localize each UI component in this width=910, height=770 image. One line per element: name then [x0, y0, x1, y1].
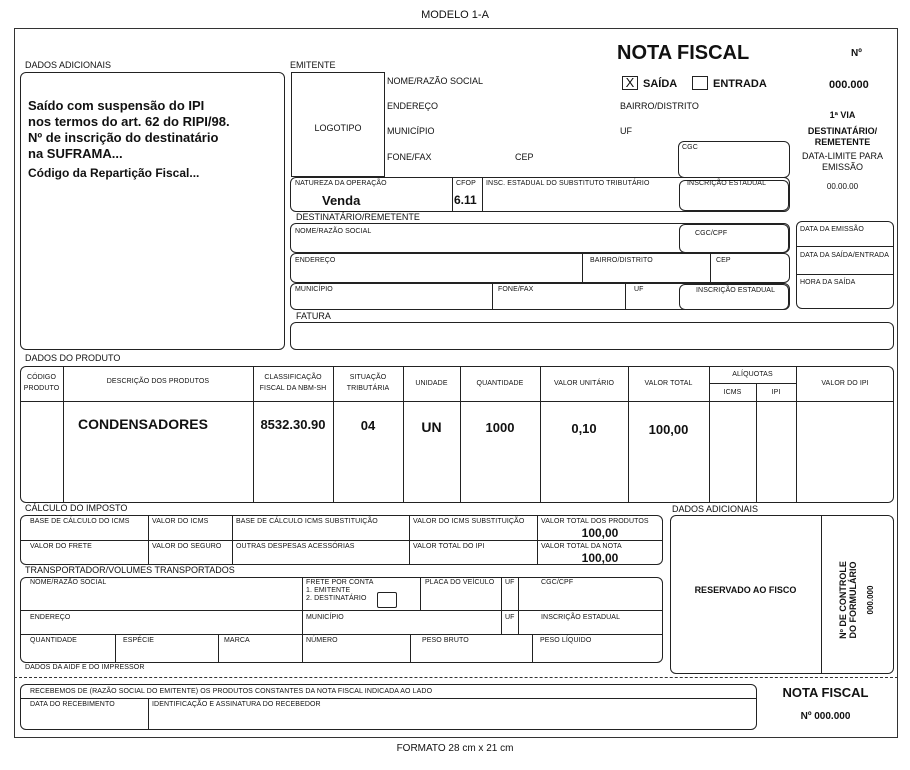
via-label: 1ª VIA [829, 110, 856, 120]
cfop-value: 6.11 [454, 193, 477, 207]
transp-placa-label: PLACA DO VEÍCULO [425, 579, 495, 586]
transp-municipio-label: MUNICÍPIO [306, 614, 344, 621]
dest-rem-line-1: DESTINATÁRIO/ [807, 126, 878, 136]
transp-r3-col-4 [410, 634, 411, 663]
dest-uf-label: UF [634, 286, 644, 293]
datas-divider-1 [796, 246, 894, 247]
reservado-fisco-label: RESERVADO AO FISCO [694, 585, 797, 595]
col-valor-unit-header: VALOR UNITÁRIO [553, 380, 614, 387]
prod-col-9 [756, 383, 757, 503]
transp-peso-liquido-label: PESO LÍQUIDO [540, 637, 592, 644]
produto-valor-total: 100,00 [648, 422, 689, 437]
data-saida-label: DATA DA SAÍDA/ENTRADA [800, 252, 889, 259]
data-limite-line-2: EMISSÃO [821, 162, 863, 172]
transp-r2-col-2 [501, 610, 502, 634]
col-sit-line-2: TRIBUTÁRIA [346, 385, 390, 392]
dest-insc-label: INSCRIÇÃO ESTADUAL [696, 287, 776, 294]
dest-end-divider-1 [582, 253, 583, 283]
dados-adicionais-bottom-label: DADOS ADICIONAIS [672, 504, 759, 514]
calc-col-3 [409, 515, 410, 565]
calc-total-ipi-label: VALOR TOTAL DO IPI [413, 543, 485, 550]
produto-quantidade: 1000 [485, 420, 515, 435]
dados-adicionais-line-3: Nº de inscrição do destinatário [28, 130, 219, 145]
controle-line-1: Nº DE CONTROLE [838, 561, 848, 639]
insc-estadual-label: INSCRIÇÃO ESTADUAL [687, 180, 767, 187]
transp-row-divider-1 [20, 610, 663, 611]
transp-r3-col-5 [532, 634, 533, 663]
saida-mark: X [625, 75, 635, 90]
cfop-label: CFOP [456, 180, 476, 187]
emitente-nome-label: NOME/RAZÃO SOCIAL [387, 76, 484, 86]
transp-endereco-label: ENDEREÇO [30, 614, 71, 621]
transp-r2-col-3 [518, 610, 519, 634]
produto-label: DADOS DO PRODUTO [25, 353, 121, 363]
dest-cgc-label: CGC/CPF [695, 230, 728, 237]
dados-adicionais-line-1: Saído com suspensão do IPI [28, 98, 205, 113]
calc-frete-label: VALOR DO FRETE [30, 543, 92, 550]
col-class-line-1: CLASSIFICAÇÃO [264, 374, 322, 381]
calc-total-produtos-label: VALOR TOTAL DOS PRODUTOS [541, 518, 649, 525]
data-limite-valor: 00.00.00 [826, 182, 859, 191]
col-codigo-line-1: CÓDIGO [27, 374, 56, 381]
controle-numero: 000.000 [866, 585, 875, 615]
calc-total-nota: 100,00 [581, 551, 619, 565]
transp-nome-label: NOME/RAZÃO SOCIAL [30, 579, 107, 586]
transp-r1-col-2 [420, 577, 421, 610]
dest-cgc-box [679, 224, 789, 253]
calc-seguro-label: VALOR DO SEGURO [152, 543, 222, 550]
dados-adicionais-line-2: nos termos do art. 62 do RIPI/98. [28, 114, 230, 129]
produto-unidade: UN [421, 419, 442, 435]
calc-base-icms-label: BASE DE CÁLCULO DO ICMS [30, 518, 130, 525]
emitente-endereco-label: ENDEREÇO [387, 101, 439, 111]
via-block [790, 110, 895, 192]
col-valor-total-header: VALOR TOTAL [644, 380, 693, 387]
produto-header-divider [20, 401, 894, 402]
canhoto-nota-title: NOTA FISCAL [782, 685, 869, 700]
produto-classificacao: 8532.30.90 [260, 417, 326, 432]
dados-adicionais-line-4: na SUFRAMA... [28, 146, 123, 161]
calculo-row-divider [20, 540, 663, 541]
calc-valor-icms-subst-label: VALOR DO ICMS SUBSTITUIÇÃO [413, 518, 525, 525]
saida-label: SAÍDA [643, 78, 678, 90]
dest-mun-divider-1 [492, 283, 493, 310]
dest-endereco-label: ENDEREÇO [295, 257, 336, 264]
aidf-label: DADOS DA AIDF E DO IMPRESSOR [25, 664, 145, 671]
transp-numero-label: NÚMERO [306, 637, 338, 644]
canhoto-data-label: DATA DO RECEBIMENTO [30, 701, 115, 708]
transp-frete-block [306, 579, 373, 603]
dados-adicionais-top-label: DADOS ADICIONAIS [25, 60, 112, 70]
calc-col-1 [148, 515, 149, 565]
col-class-header [253, 374, 333, 393]
dados-adicionais-line-5: Código da Repartição Fiscal... [28, 166, 200, 180]
transp-r1-col-1 [302, 577, 303, 610]
dest-mun-divider-2 [625, 283, 626, 310]
canhoto-divider [20, 698, 757, 699]
prod-col-8 [709, 366, 710, 503]
transp-r1-col-3 [501, 577, 502, 610]
col-sit-line-1: SITUAÇÃO [349, 374, 387, 381]
transp-r3-col-2 [218, 634, 219, 663]
produto-descricao: CONDENSADORES [78, 416, 208, 432]
transp-peso-bruto-label: PESO BRUTO [422, 637, 469, 644]
saida-checkbox[interactable] [622, 76, 638, 90]
data-limite-line-1: DATA-LIMITE PARA [801, 151, 883, 161]
operacao-divider-2 [482, 177, 483, 212]
calc-total-produtos: 100,00 [581, 526, 619, 540]
transp-r3-col-3 [302, 634, 303, 663]
insc-subst-label: INSC. ESTADUAL DO SUBSTITUTO TRIBUTÁRIO [486, 180, 650, 187]
natureza-value: Venda [322, 193, 361, 208]
emitente-uf-label: UF [620, 126, 632, 136]
transportador-label: TRANSPORTADOR/VOLUMES TRANSPORTADOS [25, 565, 235, 575]
emitente-fone-label: FONE/FAX [387, 152, 432, 162]
col-ipi-header: IPI [771, 389, 781, 396]
dest-fone-label: FONE/FAX [498, 286, 534, 293]
emitente-bairro-label: BAIRRO/DISTRITO [620, 101, 699, 111]
datas-divider-2 [796, 274, 894, 275]
emitente-cgc-label: CGC [682, 144, 698, 151]
transp-frete-line-2: 1. EMITENTE [306, 587, 351, 594]
dest-end-divider-2 [710, 253, 711, 283]
transp-r2-col-1 [302, 610, 303, 634]
transp-especie-label: ESPÉCIE [123, 637, 155, 644]
transp-uf-label: UF [505, 579, 515, 586]
col-class-line-2: FISCAL DA NBM-SH [259, 385, 327, 392]
emitente-municipio-label: MUNICÍPIO [387, 126, 435, 136]
dest-nome-label: NOME/RAZÃO SOCIAL [295, 228, 372, 235]
col-aliquotas-header: ALÍQUOTAS [732, 371, 773, 378]
canhoto-recebemos: RECEBEMOS DE (RAZÃO SOCIAL DO EMITENTE) OS PRODUTOS CONSTANTES DA NOTA FISCAL INDICADA AO LADO [30, 688, 433, 695]
canhoto-nota-numero: Nº 000.000 [800, 711, 851, 722]
col-valor-ipi-header: VALOR DO IPI [821, 380, 869, 387]
operacao-divider-1 [452, 177, 453, 212]
fatura-box [290, 322, 894, 350]
entrada-label: ENTRADA [713, 78, 767, 90]
col-unidade-header: UNIDADE [415, 380, 448, 387]
transp-r3-col-1 [115, 634, 116, 663]
dest-rem-line-2: REMETENTE [814, 137, 871, 147]
reservado-divider [821, 515, 822, 674]
dest-bairro-label: BAIRRO/DISTRITO [590, 257, 653, 264]
hora-saida-label: HORA DA SAÍDA [800, 279, 856, 286]
nota-numero-label: Nº [851, 48, 862, 59]
transp-uf2-label: UF [505, 614, 515, 621]
transp-marca-label: MARCA [224, 637, 250, 644]
dados-adicionais-text [28, 98, 230, 181]
transp-cgc-label: CGC/CPF [541, 579, 574, 586]
fatura-label: FATURA [296, 311, 331, 321]
transp-insc-label: INSCRIÇÃO ESTADUAL [541, 614, 621, 621]
prod-col-1 [63, 366, 64, 503]
data-emissao-label: DATA DA EMISSÃO [800, 226, 864, 233]
transp-quantidade-label: QUANTIDADE [30, 637, 77, 644]
transp-frete-line-1: FRETE POR CONTA [306, 579, 374, 586]
col-sit-header [333, 374, 403, 393]
modelo-label: MODELO 1-A [421, 9, 489, 21]
destinatario-label: DESTINATÁRIO/REMETENTE [296, 212, 420, 222]
col-icms-header: ICMS [723, 389, 742, 396]
dest-municipio-label: MUNICÍPIO [295, 286, 333, 293]
emitente-cep-label: CEP [515, 152, 534, 162]
canhoto-assinatura-label: IDENTIFICAÇÃO E ASSINATURA DO RECEBEDOR [152, 701, 321, 708]
calc-valor-icms-label: VALOR DO ICMS [152, 518, 209, 525]
datas-box [796, 221, 894, 309]
calc-total-nota-label: VALOR TOTAL DA NOTA [541, 543, 622, 550]
frete-checkbox[interactable] [377, 592, 397, 608]
nota-numero: 000.000 [829, 79, 869, 91]
transp-r1-col-4 [518, 577, 519, 610]
calc-base-subst-label: BASE DE CÁLCULO ICMS SUBSTITUIÇÃO [236, 518, 378, 525]
natureza-label: NATUREZA DA OPERAÇÃO [295, 180, 387, 187]
calculo-label: CÁLCULO DO IMPOSTO [25, 503, 128, 513]
col-quantidade-header: QUANTIDADE [476, 380, 524, 387]
calc-outras-label: OUTRAS DESPESAS ACESSÓRIAS [236, 543, 355, 550]
emitente-label: EMITENTE [290, 60, 336, 70]
produto-situacao: 04 [360, 418, 376, 433]
col-descricao-header: DESCRIÇÃO DOS PRODUTOS [106, 378, 210, 385]
col-codigo-line-2: PRODUTO [23, 385, 60, 392]
transp-row-divider-2 [20, 634, 663, 635]
produto-valor-unit: 0,10 [571, 421, 597, 436]
controle-line-2: DO FORMULÁRIO [848, 561, 858, 639]
transp-frete-line-3: 2. DESTINATÁRIO [306, 595, 367, 602]
canhoto-col-divider [148, 698, 149, 730]
canhoto-cut-line [14, 677, 898, 678]
dest-endereco-row [290, 253, 790, 283]
col-codigo-header [20, 374, 63, 393]
dest-cep-label: CEP [716, 257, 731, 264]
calc-col-2 [232, 515, 233, 565]
formato-label: FORMATO 28 cm x 21 cm [396, 743, 514, 754]
nota-fiscal-title: NOTA FISCAL [617, 42, 750, 64]
aliquotas-divider [709, 383, 796, 384]
logotipo-label: LOGOTIPO [314, 123, 362, 133]
entrada-checkbox[interactable] [692, 76, 708, 90]
